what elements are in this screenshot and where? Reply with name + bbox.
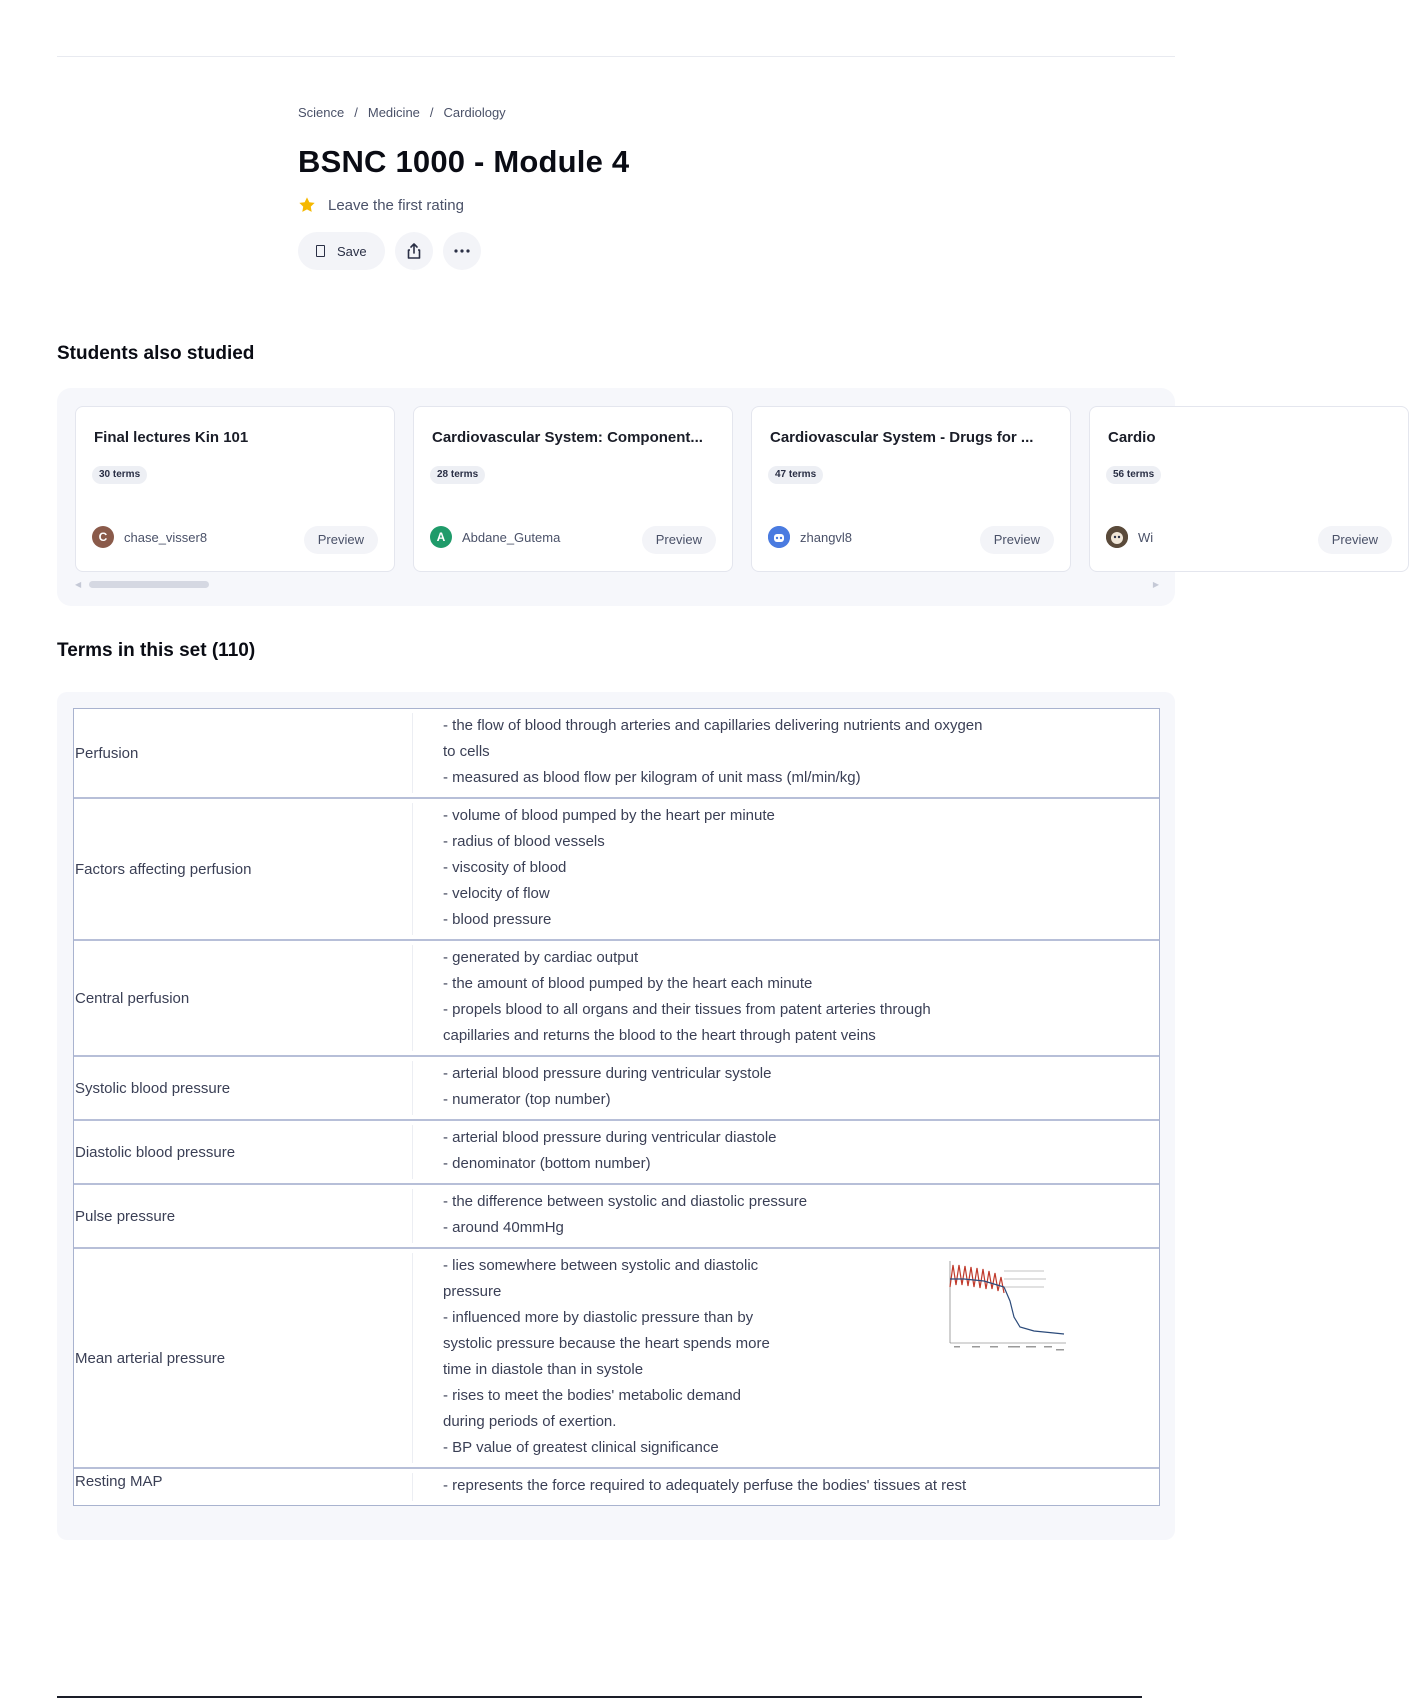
- preview-button[interactable]: Preview: [304, 526, 378, 554]
- set-header: [298, 102, 998, 270]
- avatar: [768, 526, 790, 548]
- author-name: Wi: [1138, 529, 1154, 545]
- definition-line: - represents the force required to adequately perfuse the bodies' tissues at rest: [443, 1477, 967, 1494]
- preview-button[interactable]: Preview: [642, 526, 716, 554]
- definition-line: systolic pressure because the heart spends more: [443, 1335, 770, 1352]
- term-row: [74, 939, 1159, 1055]
- scrollbar-thumb[interactable]: [89, 581, 209, 588]
- term-row: [74, 797, 1159, 939]
- card-title: Cardiovascular System - Drugs for ...: [770, 429, 1034, 446]
- blood-pressure-graph-image[interactable]: [944, 1257, 1070, 1357]
- definition-line: - denominator (bottom number): [443, 1155, 651, 1172]
- study-set-card[interactable]: [75, 406, 395, 572]
- term-definition: [413, 799, 1159, 939]
- term-count-badge: 56 terms: [1106, 466, 1161, 484]
- terms-heading: Terms in this set (110): [57, 640, 256, 661]
- breadcrumb: [298, 102, 998, 122]
- term-label: Systolic blood pressure: [75, 1079, 231, 1097]
- definition-line: - velocity of flow: [443, 885, 550, 902]
- animal-avatar-icon: [1106, 526, 1128, 548]
- term-row: [74, 1183, 1159, 1247]
- card-title: Final lectures Kin 101: [94, 429, 249, 446]
- share-icon: [405, 242, 423, 260]
- rating-label: Leave the first rating: [328, 196, 464, 214]
- definition-line: - blood pressure: [443, 911, 552, 928]
- definition-line: - measured as blood flow per kilogram of unit mass (ml/min/kg): [443, 769, 861, 786]
- definition-line: - influenced more by diastolic pressure than by: [443, 1309, 754, 1326]
- term-label: Perfusion: [75, 744, 139, 762]
- rating[interactable]: [298, 194, 998, 216]
- term-row: [74, 1247, 1159, 1467]
- term-row: [74, 709, 1159, 797]
- term-label: Pulse pressure: [75, 1207, 176, 1225]
- scroll-left-icon[interactable]: ◀: [75, 580, 82, 589]
- definition-line: - BP value of greatest clinical significance: [443, 1439, 719, 1456]
- term-row: [74, 1467, 1159, 1505]
- card-author[interactable]: [768, 526, 852, 548]
- author-name: Abdane_Gutema: [462, 529, 561, 545]
- definition-line: - around 40mmHg: [443, 1219, 564, 1236]
- more-options-button[interactable]: [443, 232, 481, 270]
- definition-line: capillaries and returns the blood to the heart through patent veins: [443, 1027, 876, 1044]
- definition-line: - volume of blood pumped by the heart per minute: [443, 807, 775, 824]
- terms-table: [73, 708, 1160, 1506]
- term-definition: [413, 1121, 1159, 1183]
- term-definition: [413, 1057, 1159, 1119]
- card-title: Cardio: [1108, 429, 1156, 446]
- definition-line: - radius of blood vessels: [443, 833, 605, 850]
- bookmark-icon: [316, 245, 325, 257]
- breadcrumb-separator: /: [429, 104, 434, 120]
- term-label: Resting MAP: [75, 1473, 163, 1490]
- breadcrumb-science[interactable]: Science: [298, 104, 345, 120]
- terms-container: [57, 692, 1175, 1540]
- term-definition: [413, 709, 1159, 797]
- definition-line: - generated by cardiac output: [443, 949, 639, 966]
- definition-line: - numerator (top number): [443, 1091, 611, 1108]
- breadcrumb-separator: /: [354, 104, 358, 120]
- avatar: C: [92, 526, 114, 548]
- definition-line: during periods of exertion.: [443, 1413, 617, 1430]
- term-count-badge: 47 terms: [768, 466, 823, 484]
- card-title: Cardiovascular System: Component...: [432, 429, 703, 446]
- card-author[interactable]: [92, 526, 207, 548]
- definition-line: to cells: [443, 743, 490, 760]
- avatar: A: [430, 526, 452, 548]
- bottom-divider: [57, 1696, 1142, 1698]
- definition-line: - the difference between systolic and diastolic pressure: [443, 1193, 808, 1210]
- study-set-card[interactable]: [1089, 406, 1409, 572]
- definition-line: - propels blood to all organs and their tissues from patent arteries through: [443, 1001, 931, 1018]
- term-definition: [413, 1469, 1159, 1505]
- author-name: zhangvl8: [800, 529, 853, 545]
- term-definition: [413, 1185, 1159, 1247]
- students-also-studied-carousel: [57, 388, 1378, 606]
- term-definition: [413, 941, 1159, 1055]
- scroll-right-icon[interactable]: ▶: [1152, 580, 1159, 589]
- term-row: [74, 1055, 1159, 1119]
- card-list: [75, 406, 1378, 574]
- carousel-scrollbar[interactable]: [75, 579, 1159, 589]
- term-count-badge: 30 terms: [92, 466, 147, 484]
- definition-line: - viscosity of blood: [443, 859, 567, 876]
- save-button[interactable]: [298, 232, 385, 270]
- breadcrumb-cardiology[interactable]: Cardiology: [443, 104, 506, 120]
- term-row: [74, 1119, 1159, 1183]
- definition-line: - rises to meet the bodies' metabolic demand: [443, 1387, 742, 1404]
- term-label: Mean arterial pressure: [75, 1349, 226, 1367]
- more-icon: [453, 248, 471, 254]
- page-title: BSNC 1000 - Module 4: [298, 144, 630, 179]
- term-label: Factors affecting perfusion: [75, 860, 252, 878]
- definition-line: - arterial blood pressure during ventricular diastole: [443, 1129, 777, 1146]
- term-label: Diastolic blood pressure: [75, 1143, 236, 1161]
- preview-button[interactable]: Preview: [1318, 526, 1392, 554]
- definition-line: - the flow of blood through arteries and capillaries delivering nutrients and oxygen: [443, 717, 983, 734]
- term-label: Central perfusion: [75, 989, 190, 1007]
- students-also-studied-heading: Students also studied: [57, 343, 255, 364]
- avatar: [1106, 526, 1128, 548]
- save-label: Save: [337, 243, 367, 259]
- author-name: chase_visser8: [124, 529, 208, 545]
- definition-line: - the amount of blood pumped by the heart each minute: [443, 975, 813, 992]
- robot-avatar-icon: [768, 526, 790, 548]
- study-set-card[interactable]: [751, 406, 1071, 572]
- card-author[interactable]: [1106, 526, 1153, 548]
- definition-line: pressure: [443, 1283, 502, 1300]
- term-count-badge: 28 terms: [430, 466, 485, 484]
- definition-line: - arterial blood pressure during ventricular systole: [443, 1065, 772, 1082]
- top-divider: [57, 56, 1175, 57]
- definition-line: time in diastole than in systole: [443, 1361, 644, 1378]
- study-set-card[interactable]: [413, 406, 733, 572]
- definition-line: - lies somewhere between systolic and diastolic: [443, 1257, 759, 1274]
- card-author[interactable]: [430, 526, 560, 548]
- star-icon: [298, 196, 316, 214]
- breadcrumb-medicine[interactable]: Medicine: [367, 104, 420, 120]
- set-actions: [298, 232, 998, 270]
- share-button[interactable]: [395, 232, 433, 270]
- preview-button[interactable]: Preview: [980, 526, 1054, 554]
